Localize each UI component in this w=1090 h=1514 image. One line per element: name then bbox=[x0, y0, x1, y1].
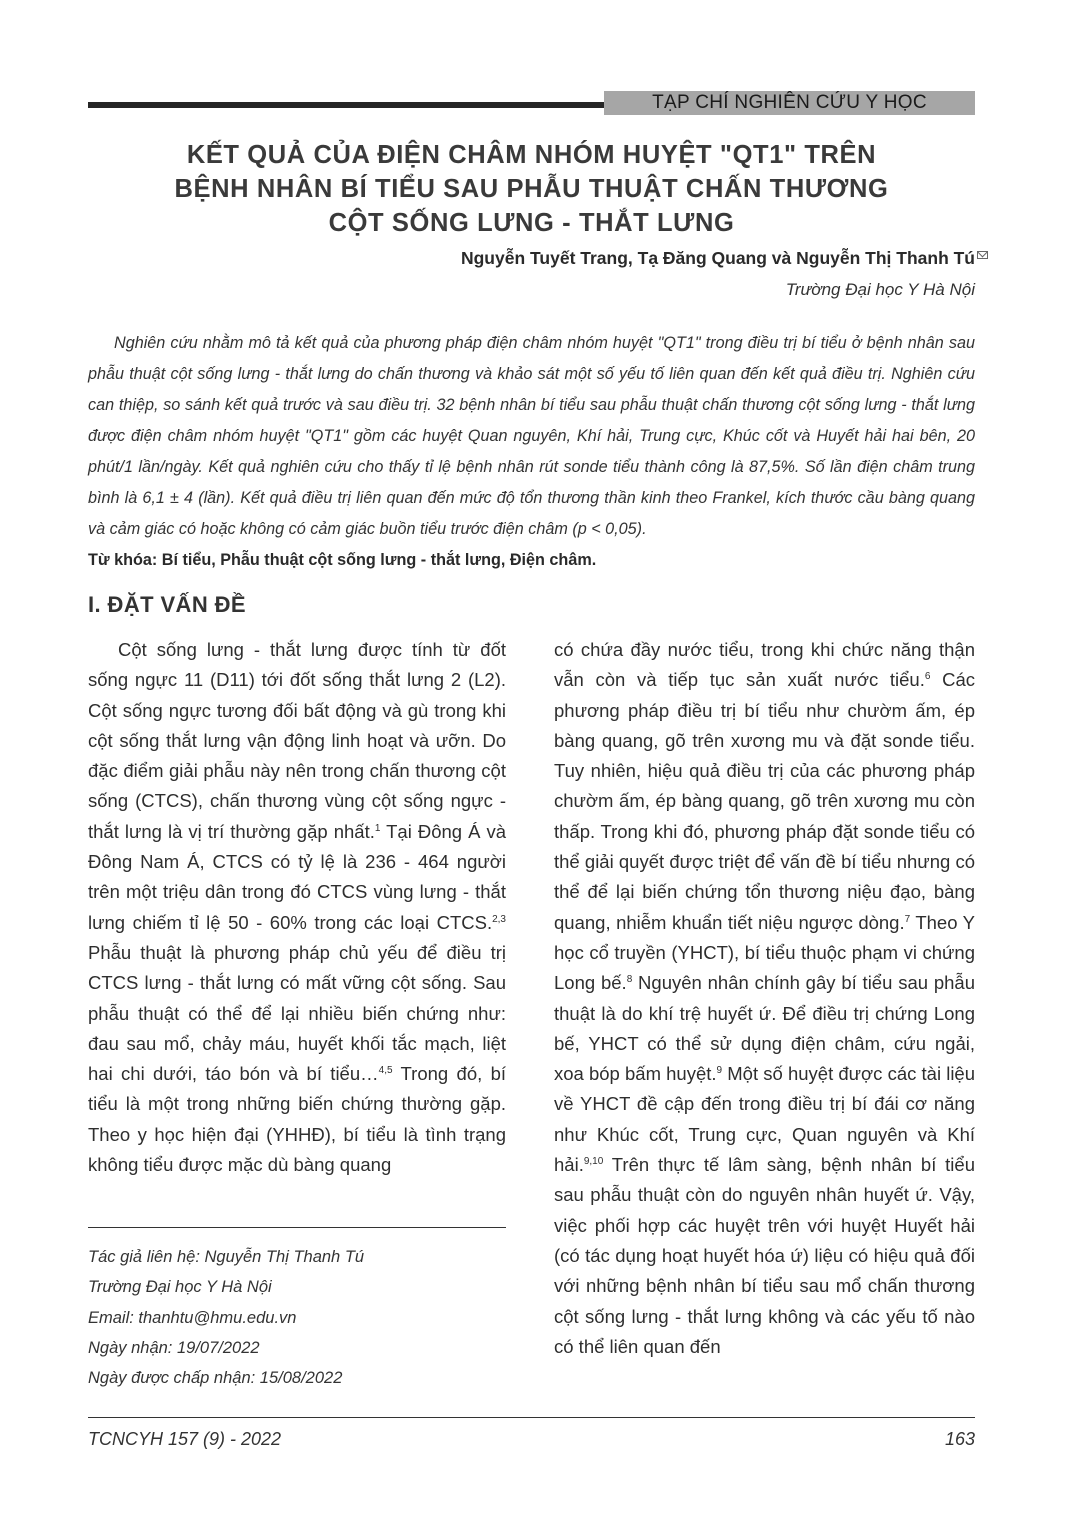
title-line: BỆNH NHÂN BÍ TIỂU SAU PHẪU THUẬT CHẤN THƯƠNG bbox=[174, 175, 889, 203]
body-column-left bbox=[88, 635, 506, 1180]
footnote-line: Ngày được chấp nhận: 15/08/2022 bbox=[88, 1369, 343, 1388]
journal-name-badge: TẠP CHÍ NGHIÊN CỨU Y HỌC bbox=[604, 91, 975, 115]
title-line: KẾT QUẢ CỦA ĐIỆN CHÂM NHÓM HUYỆT "QT1" TRÊN bbox=[186, 141, 877, 169]
body-text: Theo Y học cổ truyền (YHCT), bí tiểu thuộc phạm vi chứng Long bế. bbox=[554, 911, 975, 994]
citation-ref: 7 bbox=[904, 913, 911, 925]
citation-ref: 8 bbox=[626, 974, 633, 986]
body-text: có chứa đầy nước tiểu, trong khi chức năng thận vẫn còn và tiếp tục sản xuất nước tiểu. bbox=[554, 639, 975, 691]
citation-ref: 9 bbox=[716, 1065, 723, 1076]
author-list: Nguyễn Tuyết Trang, Tạ Đăng Quang và Nguyễn Thị Thanh Tú bbox=[460, 248, 975, 268]
abstract: Nghiên cứu nhằm mô tả kết quả của phương pháp điện châm nhóm huyệt "QT1" trong điều trị bí tiểu ở bệnh nhân sau phẫu thuật cột sống lưng - thắt lưng do chấn thương và khảo sát một số yếu tố liên quan đến kết quả điều trị. Nghiên cứu can thiệp, so sánh kết quả trước và sau điều trị. 32 bệnh nhân bí tiểu sau phẫu thuật chấn thương cột sống lưng - thắt lưng được điện châm nhóm huyệt "QT1" gồm các huyệt Quan nguyên, Khí hải, Trung cực, Khúc cốt và Huyết hải hai bên, 20 phút/1 lần/ngày. Kết quả nghiên cứu cho thấy tỉ lệ bệnh nhân rút sonde tiểu thành công là 87,5%. Số lần điện châm trung bình là 6,1 ± 4 (lần). Kết quả điều trị liên quan đến mức độ tổn thương thần kinh theo Frankel, kích thước cầu bàng quang và cảm giác có hoặc không có cảm giác buồn tiểu trước điện châm (p < 0,05). bbox=[88, 334, 975, 538]
body-text: Phẫu thuật là phương pháp chủ yếu để điều trị CTCS lưng - thắt lưng có mất vững cột sống. Sau phẫu thuật có thể để lại nhiều biến chứng như: đau sau mổ, chảy máu, huyết khối tắc mạch, liệt hai chi dưới, táo bón và bí tiểu… bbox=[88, 941, 506, 1085]
affiliation: Trường Đại học Y Hà Nội bbox=[785, 280, 975, 299]
body-text: Cột sống lưng - thắt lưng được tính từ đốt sống ngực 11 (D11) tới đốt sống thắt lưng 2 (L2). Cột sống ngực tương đối bất động và gù trong khi cột sống thắt lưng vận động linh hoạt và ưỡn. Do đặc điểm giải phẫu này nên trong chấn thương cột sống (CTCS), chấn thương vùng cột sống ngực - thắt lưng là vị trí thường gặp nhất. bbox=[88, 639, 506, 842]
body-text: Trong đó, bí tiểu là một trong những biến chứng thường gặp. Theo y học hiện đại (YHHĐ), bí tiểu là tình trạng không tiểu được mặc dù bàng quang bbox=[88, 1063, 507, 1176]
citation-ref: 4,5 bbox=[378, 1065, 393, 1076]
body-column-right bbox=[554, 635, 975, 1362]
citation-ref: 9,10 bbox=[583, 1155, 604, 1167]
section-heading: I. ĐẶT VẤN ĐỀ bbox=[88, 592, 246, 617]
envelope-icon bbox=[977, 251, 988, 259]
citation-ref: 1 bbox=[374, 822, 381, 834]
header-rule bbox=[88, 102, 608, 108]
body-text: Trên thực tế lâm sàng, bệnh nhân bí tiểu sau phẫu thuật còn do nguyên nhân huyết ứ. Vậy, việc phối hợp các huyệt trên với huyệt Huyết hải (có tác dụng hoạt huyết hóa ứ) liệu có hiệu quả đối với những bệnh nhân bí tiểu sau mổ chấn thương cột sống lưng - thắt lưng không và các yếu tố nào có thể liên quan đến bbox=[554, 1154, 975, 1357]
keywords: Từ khóa: Bí tiểu, Phẫu thuật cột sống lưng - thắt lưng, Điện châm. bbox=[88, 551, 597, 569]
body-text: Nguyên nhân chính gây bí tiểu sau phẫu thuật là do khí trệ huyết ứ. Để điều trị chứng Long bế, YHCT có thể sử dụng điện châm, cứu ngải, xoa bóp bấm huyệt. bbox=[554, 972, 975, 1085]
title-line: CỘT SỐNG LƯNG - THẮT LƯNG bbox=[328, 209, 735, 237]
body-text: Các phương pháp điều trị bí tiểu như chườm ấm, ép bàng quang, gõ trên xương mu và đặt sonde tiểu. Tuy nhiên, hiệu quả điều trị của các phương pháp chườm ấm, ép bàng quang, gõ trên xương mu còn thấp. Trong khi đó, phương pháp đặt sonde tiểu có thể giải quyết được triệt để vấn đề bí tiểu nhưng có thể để lại biến chứng tổn thương niệu đạo, bàng quang, nhiễm khuẩn tiết niệu ngược dòng. bbox=[554, 669, 975, 933]
body-text: Tại Đông Á và Đông Nam Á, CTCS có tỷ lệ là 236 - 464 người trên một triệu dân trong đó CTCS vùng lưng - thắt lưng chiếm tỉ lệ 50 - 60% trong các loại CTCS. bbox=[88, 820, 506, 933]
footnote-line: Ngày nhận: 19/07/2022 bbox=[88, 1338, 260, 1357]
page-number: 163 bbox=[944, 1429, 975, 1449]
footnote-line: Trường Đại học Y Hà Nội bbox=[88, 1278, 272, 1297]
correspondence-footnote bbox=[88, 1242, 506, 1393]
body-text: Một số huyệt được các tài liệu về YHCT đề cập đến trong điều trị bí đái cơ năng như Khúc cốt, Trung cực, Quan nguyên và Khí hải. bbox=[554, 1063, 976, 1176]
footer-journal-issue: TCNCYH 157 (9) - 2022 bbox=[88, 1429, 282, 1449]
footnote-rule bbox=[88, 1227, 506, 1228]
citation-ref: 6 bbox=[924, 671, 931, 683]
article-title bbox=[88, 138, 975, 240]
footnote-line: Email: thanhtu@hmu.edu.vn bbox=[88, 1308, 297, 1327]
footer-rule bbox=[88, 1417, 975, 1418]
citation-ref: 2,3 bbox=[492, 913, 506, 925]
footnote-line: Tác giả liên hệ: Nguyễn Thị Thanh Tú bbox=[88, 1248, 365, 1266]
